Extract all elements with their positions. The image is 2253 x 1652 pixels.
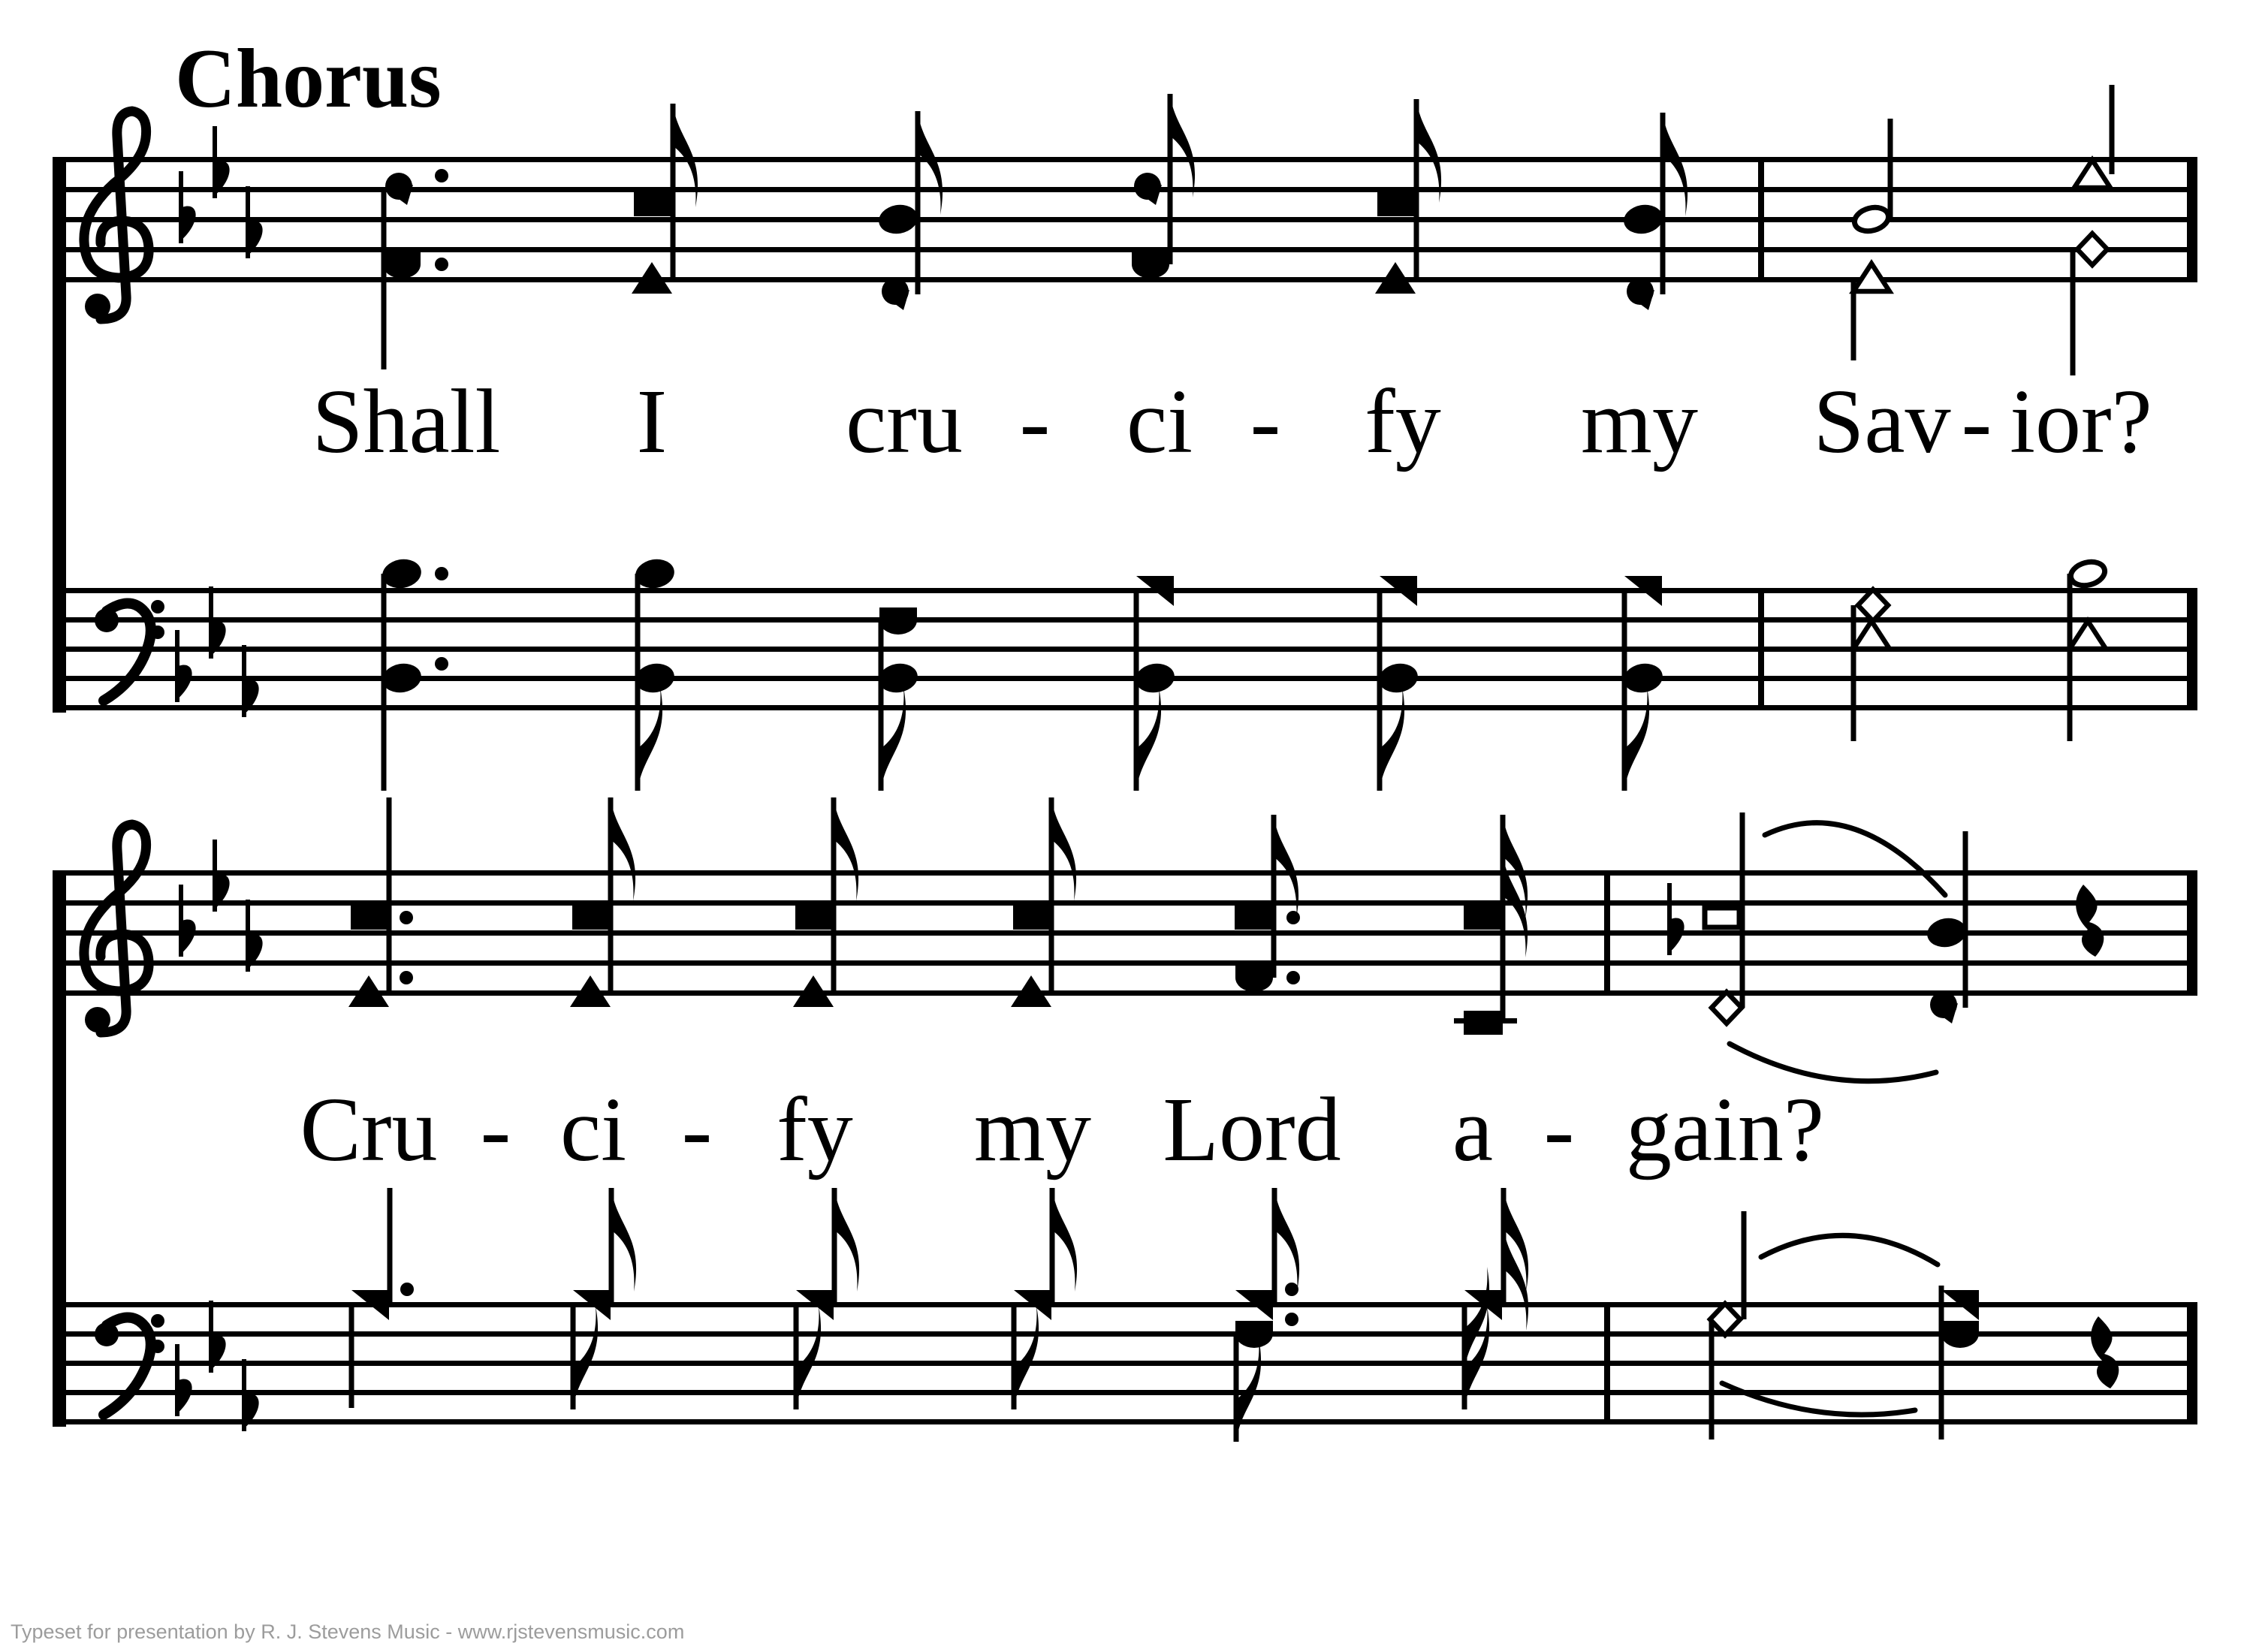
- lyric-syllable-line1: -: [1019, 371, 1051, 472]
- staff-line: [53, 870, 2197, 876]
- augmentation-dot: [435, 657, 448, 671]
- lyric-syllable-line2: -: [480, 1079, 511, 1180]
- staff-line: [53, 1361, 2197, 1366]
- note-stem: [1963, 831, 1968, 1008]
- flag-icon: [1052, 1188, 1077, 1292]
- note-stem: [2110, 85, 2115, 174]
- lyric-syllable-line1: ci: [1126, 371, 1193, 472]
- note-stem: [1888, 119, 1893, 219]
- augmentation-dot: [400, 1283, 414, 1296]
- lyric-syllable-line2: Cru: [300, 1079, 438, 1180]
- lyric-syllable-line1: cru: [846, 371, 963, 472]
- notehead-la-square: [1377, 192, 1416, 216]
- lyric-syllable-line1: fy: [1365, 371, 1441, 472]
- notehead-re-cup: [879, 607, 917, 635]
- staff-line: [53, 1331, 2197, 1337]
- staff-line: [53, 187, 2197, 192]
- lyric-syllable-line2: fy: [777, 1079, 853, 1180]
- notehead-sol-oval: [1621, 202, 1665, 237]
- notehead-sol-oval-open: [2068, 559, 2107, 589]
- lyric-syllable-line2: a: [1452, 1079, 1494, 1180]
- augmentation-dot: [1286, 971, 1300, 984]
- lyric-syllable-line1: ior?: [2010, 371, 2152, 472]
- notehead-la-square: [1464, 1011, 1503, 1035]
- lyric-syllable-line2: ci: [559, 1079, 627, 1180]
- notehead-sol-oval: [380, 661, 424, 695]
- treble-clef-icon: [84, 824, 149, 1032]
- barline: [1604, 1302, 1610, 1424]
- slur: [1761, 1235, 1938, 1265]
- flag-icon: [1051, 797, 1076, 901]
- notehead-mi-diamond-open: [2077, 234, 2107, 265]
- lyric-syllable-line1: Sav: [1813, 371, 1951, 472]
- flat-icon: [242, 1394, 259, 1430]
- lyric-syllable-line1: -: [1250, 371, 1281, 472]
- barline: [1604, 870, 1610, 996]
- note-stem: [349, 1304, 354, 1408]
- final-barline: [2187, 870, 2197, 996]
- lyric-syllable-line2: Lord: [1163, 1079, 1341, 1180]
- quarter-rest-icon: [2091, 1316, 2119, 1388]
- treble-clef-icon: [84, 111, 149, 319]
- flat-icon: [175, 1379, 192, 1415]
- augmentation-dot: [435, 258, 448, 271]
- flag-icon: [1380, 687, 1404, 791]
- barline: [1758, 157, 1764, 282]
- notehead-re-cup: [1941, 1321, 1979, 1348]
- notehead-do-triangle-open: [1853, 621, 1890, 649]
- note-stem: [388, 1188, 393, 1304]
- notehead-la-square: [572, 906, 611, 930]
- flag-icon: [1624, 687, 1649, 791]
- flag-icon: [1274, 1188, 1299, 1292]
- flag-icon: [1170, 94, 1195, 197]
- slur: [1722, 1383, 1915, 1415]
- final-barline: [2187, 588, 2197, 710]
- notehead-la-square: [795, 906, 834, 930]
- flat-icon: [209, 621, 226, 658]
- staff-line: [53, 157, 2197, 162]
- staff-line: [53, 1419, 2197, 1424]
- lyric-syllable-line1: my: [1581, 371, 1698, 472]
- augmentation-dot: [1285, 1313, 1298, 1326]
- notehead-do-triangle-open: [2070, 621, 2106, 649]
- notehead-mi-diamond-open: [1858, 589, 1888, 621]
- staff-line: [53, 930, 2197, 936]
- note-stem: [2071, 249, 2076, 375]
- flag-icon: [918, 111, 943, 215]
- lyric-syllable-line1: I: [636, 371, 668, 472]
- notehead-sol-oval-open: [1852, 204, 1891, 235]
- flat-icon: [179, 206, 196, 243]
- staff-line: [53, 900, 2197, 906]
- notehead-re-cup: [1235, 1321, 1273, 1348]
- flat-icon: [175, 665, 192, 701]
- quarter-rest-icon: [2076, 885, 2104, 957]
- notehead-sol-oval: [1621, 661, 1665, 695]
- flat-icon: [242, 680, 259, 716]
- lyric-syllable-line2: gain?: [1625, 1079, 1825, 1180]
- flat-icon: [1667, 918, 1684, 954]
- notehead-sol-oval: [1925, 915, 1968, 950]
- flat-icon: [179, 919, 196, 956]
- note-stem: [382, 189, 387, 369]
- lyric-syllable-line2: -: [1543, 1079, 1575, 1180]
- slur: [1765, 823, 1945, 895]
- staff-line: [53, 247, 2197, 252]
- notehead-re-cup: [1132, 252, 1169, 279]
- notehead-mi-diamond-open: [1710, 1304, 1740, 1335]
- notehead-re-cup: [383, 252, 421, 279]
- flag-icon: [611, 797, 635, 901]
- augmentation-dot: [1285, 1283, 1298, 1296]
- notehead-mi-diamond-open: [1712, 992, 1742, 1023]
- lyric-syllable-line1: Shall: [312, 371, 501, 472]
- augmentation-dot: [435, 169, 448, 182]
- notehead-la-square: [1235, 906, 1274, 930]
- system-barline: [53, 159, 66, 713]
- staff-line: [53, 705, 2197, 710]
- lyric-syllable-line1: -: [1961, 371, 1992, 472]
- section-title: Chorus: [175, 32, 442, 125]
- notehead-sol-oval: [1377, 661, 1420, 695]
- augmentation-dot: [400, 971, 413, 984]
- notehead-la-square: [1013, 906, 1052, 930]
- augmentation-dot: [1286, 911, 1300, 924]
- flag-icon: [1136, 687, 1161, 791]
- note-stem: [1851, 605, 1856, 741]
- note-stem: [1742, 1211, 1747, 1319]
- notehead-la-square: [634, 192, 673, 216]
- flag-icon: [834, 1188, 859, 1292]
- footer-credit: Typeset for presentation by R. J. Stevens Music - www.rjstevensmusic.com: [11, 1620, 685, 1643]
- note-stem: [1939, 1286, 1944, 1439]
- note-stem: [2068, 574, 2073, 741]
- note-stem: [1709, 1319, 1715, 1439]
- note-stem: [387, 797, 392, 991]
- flat-icon: [209, 1335, 226, 1372]
- notehead-la-square: [351, 906, 390, 930]
- final-barline: [2187, 157, 2197, 282]
- lyric-syllable-line2: my: [974, 1079, 1091, 1180]
- system-barline: [53, 873, 66, 1427]
- augmentation-dot: [435, 567, 448, 580]
- notehead-re-cup: [1235, 965, 1273, 992]
- notehead-sol-oval: [1133, 661, 1177, 695]
- notehead-la-square-open: [1705, 908, 1739, 927]
- slur: [1730, 1044, 1936, 1081]
- lyric-syllable-line2: -: [681, 1079, 713, 1180]
- staff-line: [53, 676, 2197, 681]
- staff-line: [53, 1390, 2197, 1395]
- notehead-do-triangle-open: [2074, 160, 2110, 188]
- notehead-la-square: [1464, 906, 1503, 930]
- flag-icon: [834, 797, 858, 901]
- final-barline: [2187, 1302, 2197, 1424]
- notehead-sol-oval: [380, 556, 424, 591]
- flag-icon: [611, 1188, 636, 1292]
- augmentation-dot: [400, 911, 413, 924]
- staff-line: [53, 960, 2197, 966]
- notehead-sol-oval: [876, 202, 920, 237]
- flag-icon: [638, 687, 662, 791]
- barline: [1758, 588, 1764, 710]
- flag-icon: [881, 687, 906, 791]
- flag-icon: [1663, 113, 1687, 216]
